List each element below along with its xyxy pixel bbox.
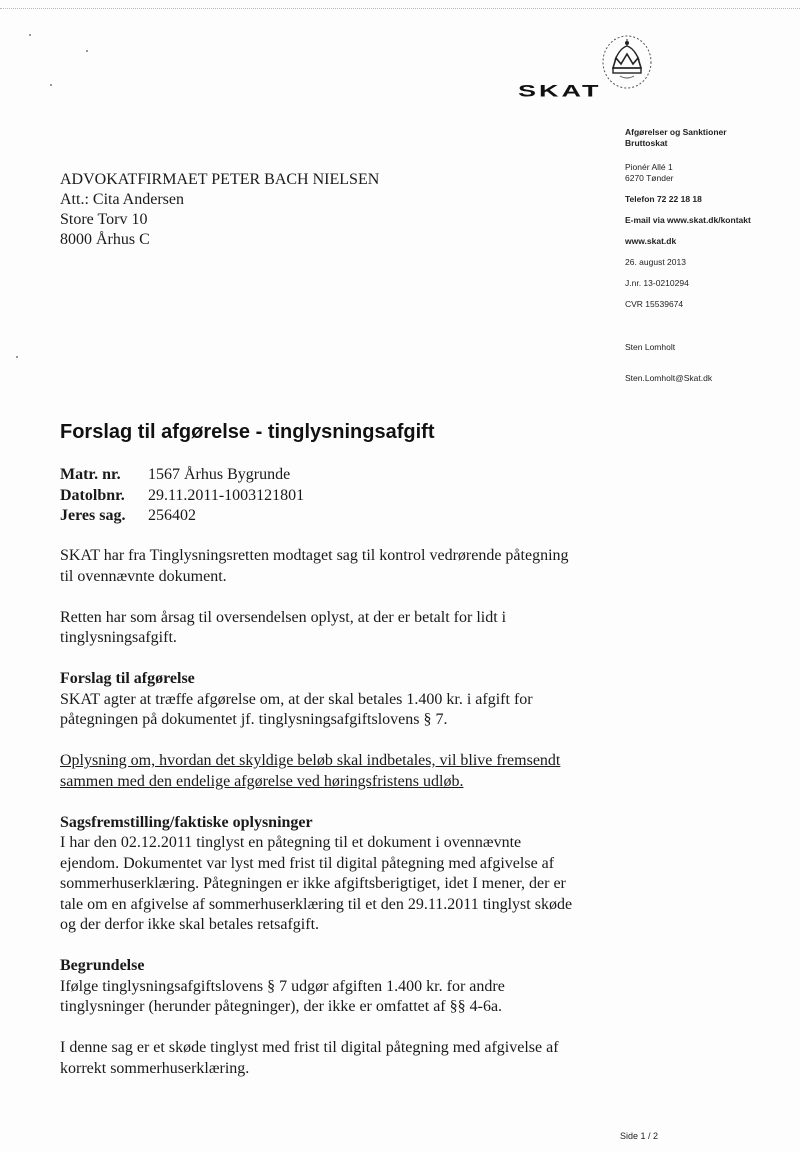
body-line: Retten har som årsag til oversendelsen oplyst, at der er betalt for lidt i	[60, 608, 507, 626]
page-number: Side 1 / 2	[620, 1131, 659, 1141]
body-line: Ifølge tinglysningsafgiftslovens § 7 udgør afgiften 1.400 kr. for andre	[60, 977, 505, 995]
recipient-att: Att.: Cita Andersen	[60, 191, 184, 208]
meta-key: Datolbnr.	[60, 486, 125, 504]
body-line: påtegningen på dokumentet jf. tinglysningsafgiftslovens § 7.	[60, 711, 448, 728]
document-title: Forslag til afgørelse - tinglysningsafgift	[60, 421, 435, 443]
body-line: SKAT har fra Tinglysningsretten modtaget sag til kontrol vedrørende påtegning	[60, 547, 569, 564]
skat-wordmark: SKAT	[518, 82, 602, 100]
body-line: I denne sag er et skøde tinglyst med frist til digital påtegning med afgivelse af	[60, 1039, 559, 1056]
letter-body	[60, 546, 600, 1079]
top-edge-line	[0, 8, 800, 9]
body-line: og der derfor ikke skal betales retsafgift.	[60, 916, 320, 933]
recipient-address	[60, 170, 379, 250]
body-line: sommerhuserklæring. Påtegningen er ikke afgiftsberigtiget, idet I mener, der er	[60, 875, 566, 892]
sender-website: www.skat.dk	[625, 236, 677, 246]
recipient-city: 8000 Århus C	[60, 231, 150, 248]
meta-key: Matr. nr.	[60, 466, 121, 483]
body-line: korrekt sommerhuserklæring.	[60, 1059, 250, 1077]
sender-department: Afgørelser og Sanktioner	[625, 127, 727, 137]
section-heading: Begrundelse	[60, 957, 145, 974]
meta-value: 1567 Århus Bygrunde	[148, 466, 291, 483]
contact-email: Sten.Lomholt@Skat.dk	[625, 373, 713, 383]
meta-key: Jeres sag.	[60, 507, 126, 524]
case-metadata	[60, 465, 304, 527]
body-line: ejendom. Dokumentet var lyst med frist til digital påtegning med afgivelse af	[60, 854, 555, 872]
body-line: til ovennævnte dokument.	[60, 567, 227, 585]
body-line: tale om en afgivelse af sommerhuserklæring til et den 29.11.2011 tinglyst skøde	[60, 895, 573, 913]
scan-speck	[29, 34, 31, 36]
section-heading: Sagsfremstilling/faktiske oplysninger	[60, 813, 313, 831]
meta-row	[60, 506, 304, 527]
section-heading: Forslag til afgørelse	[60, 670, 195, 687]
body-line: tinglysninger (herunder påtegninger), der ikke er omfattet af §§ 4-6a.	[60, 998, 503, 1015]
meta-value: 256402	[148, 507, 196, 524]
sender-email: E-mail via www.skat.dk/kontakt	[625, 215, 751, 225]
sender-city: 6270 Tønder	[625, 173, 674, 183]
letter-date: 26. august 2013	[625, 257, 686, 267]
underlined-line: sammen med den endelige afgørelse ved høringsfristens udløb.	[60, 772, 464, 790]
crown-icon	[600, 34, 654, 90]
meta-row	[60, 486, 304, 507]
recipient-name: ADVOKATFIRMAET PETER BACH NIELSEN	[60, 171, 380, 188]
meta-row	[60, 465, 304, 486]
meta-value: 29.11.2011-1003121801	[148, 486, 305, 504]
cvr-number: CVR 15539674	[625, 299, 684, 309]
sender-phone: Telefon 72 22 18 18	[625, 194, 702, 204]
contact-name: Sten Lomholt	[625, 342, 676, 352]
scan-speck	[16, 356, 18, 358]
sender-info	[625, 127, 795, 384]
sender-street: Pionér Allé 1	[625, 162, 673, 172]
recipient-street: Store Torv 10	[60, 211, 148, 228]
scan-speck	[86, 50, 88, 52]
body-line: tinglysningsafgift.	[60, 629, 177, 646]
underlined-line: Oplysning om, hvordan det skyldige beløb skal indbetales, vil blive fremsendt	[60, 752, 561, 769]
journal-number: J.nr. 13-0210294	[625, 278, 689, 288]
sender-unit: Bruttoskat	[625, 138, 668, 148]
scan-speck	[50, 84, 52, 86]
body-line: I har den 02.12.2011 tinglyst en påtegning til et dokument i ovennævnte	[60, 834, 522, 851]
body-line: SKAT agter at træffe afgørelse om, at der skal betales 1.400 kr. i afgift for	[60, 690, 533, 708]
